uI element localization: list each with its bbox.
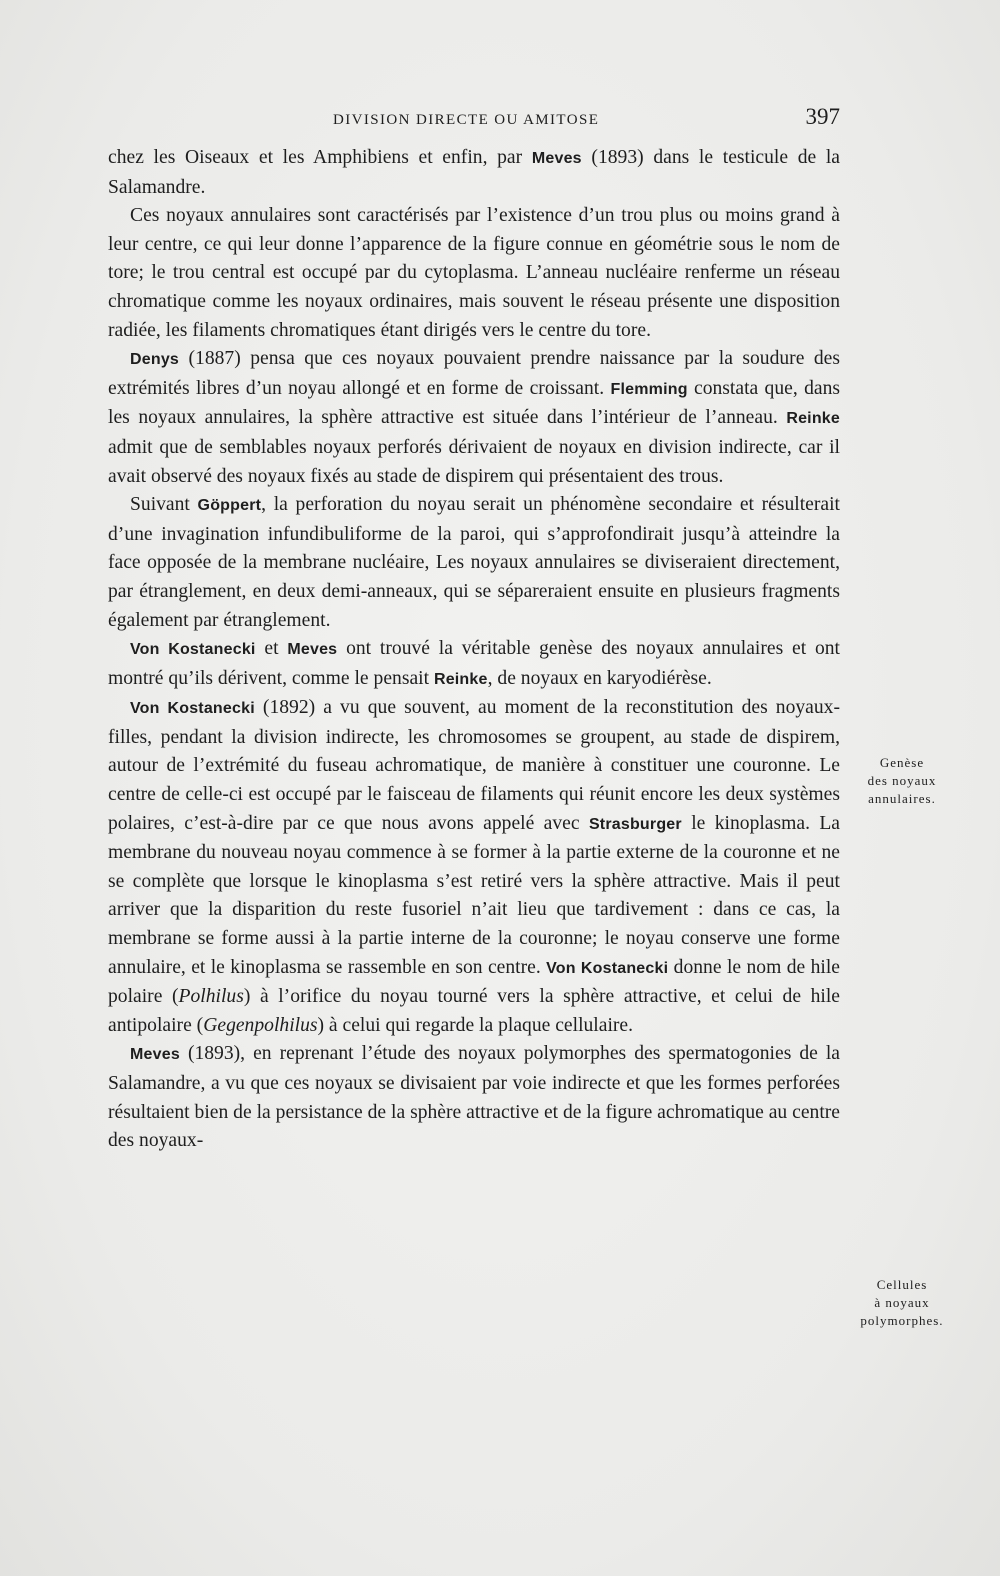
author-name: Meves [130,1046,180,1064]
author-name: Reinke [433,670,488,688]
text-run: donne le nom de hile polaire ( [108,956,840,1008]
margin-note-line: Genèse [879,755,925,770]
margin-note-line: à noyaux [874,1295,930,1310]
margin-note-line: annulaires. [868,791,936,806]
paragraph-7 [108,1040,840,1155]
text-run: et [255,638,288,660]
author-name: Flemming [610,380,688,398]
author-name: Reinke [786,410,840,428]
text-run: (1887) pensa que ces noyaux pouvaient prendre naissance par la soudure des extrémités libres d’un noyau allongé et en forme de croissant. [108,348,840,399]
margin-note-line: polymorphes. [860,1313,944,1328]
body-text [108,144,840,1156]
paragraph-1 [108,144,840,202]
text-run: (1893), en reprenant l’étude des noyaux polymorphes des spermatogonies de la Salamandre, a vu que ces noyaux se divisaient par voie indirecte et que les formes perforées résultaient bien de la persistance de la sphère attractive et de la figure achromatique au centre des noyaux- [108,1043,840,1152]
page-number: 397 [805,104,840,129]
author-name: Denys [130,351,180,369]
paragraph-5 [108,635,840,694]
author-name: Von Kostanecki [130,641,256,659]
margin-note-line: des noyaux [867,773,937,788]
text-run: (1892) a vu que souvent, au moment de la reconstitution des noyaux-filles, pendant la division indirecte, les chromosomes se groupent, au stade de dispirem, autour de l’extrémité du fuseau achromatique, de manière à constituer une couronne. Le centre de celle-ci est occupé par le faisceau de filaments qui réunit encore les deux systèmes polaires, c’est-à-dire par ce que nous avons appelé avec [108,697,840,834]
text-run: constata que, dans les noyaux annulaires, la sphère attractive est située dans l’intérieur de l’anneau. [108,377,840,429]
text-run: le kinoplasma. La membrane du nouveau noyau commence à se former à la partie externe de la couronne et ne se complète que lorsque le kinoplasma s’est retiré vers la sphère attractive. Mais il peut arriver que la disparition du reste fusoriel n’ait lieu que tardivement : dans ce cas, la membrane se forme aussi à la partie interne de la couronne; le noyau conserve une forme annulaire, et le kinoplasma se rassemble en son centre. [108,812,841,978]
paragraph-6 [108,694,840,1040]
text-run: ) à celui qui regarde la plaque cellulaire. [317,1014,634,1036]
text-run: ) à l’orifice du noyau tourné vers la sphère attractive, et celui de hile antipolaire ( [108,986,841,1036]
author-name: Von Kostanecki [130,700,255,718]
text-run: , la perforation du noyau serait un phénomène secondaire et résulterait d’une invagination infundibuliforme de la paroi, qui s’approfondirait jusqu’à atteindre la face opposée de la membrane nucléaire, Les noyaux annulaires se diviseraient directement, par étranglement, en deux demi-anneaux, qui se sépareraient ensuite en plusieurs fragments également par étranglement. [108,494,840,631]
text-run: admit que de semblables noyaux perforés dérivaient de noyaux en division indirecte, car il avait observé des noyaux fixés au stade de dispirem qui présentaient des trous. [108,436,840,487]
margin-note-cellules [843,1276,961,1330]
margin-note-line: Cellules [876,1277,928,1292]
text-run: (1893) dans le testicule de la Salamandre. [108,147,841,198]
author-name: Meves [531,150,582,167]
page-header [108,104,846,138]
running-title: DIVISION DIRECTE OU AMITOSE [333,112,600,128]
paragraph-4 [108,491,840,635]
italic-term: Polhilus [178,986,244,1008]
paragraph-2: Ces noyaux annulaires sont caractérisés par l’existence d’un trou plus ou moins grand à leur centre, ce qui leur donne l’apparence de la figure connue en géométrie sous le nom de tore; le trou central est occupé par du cytoplasma. L’anneau nucléaire renferme un réseau chromatique comme les noyaux ordinaires, mais souvent le réseau présente une disposition radiée, les filaments chromatiques étant dirigés vers le centre du tore. [108,205,840,341]
margin-note-genese [843,754,961,808]
author-name: Meves [287,641,338,659]
text-run: chez les Oiseaux et les Amphibiens et enfin, par [108,147,532,168]
author-name: Göppert [197,497,262,515]
paragraph-3 [108,345,840,491]
author-name: Von Kostanecki [546,959,669,977]
author-name: Strasburger [588,815,682,833]
text-run: Suivant [130,494,198,516]
text-run: ont trouvé la véritable genèse des noyaux annulaires et ont montré qu’ils dérivent, comme le pensait [108,638,840,689]
italic-term: Gegenpolhilus [203,1014,318,1036]
text-run: , de noyaux en karyodiérèse. [487,667,712,689]
